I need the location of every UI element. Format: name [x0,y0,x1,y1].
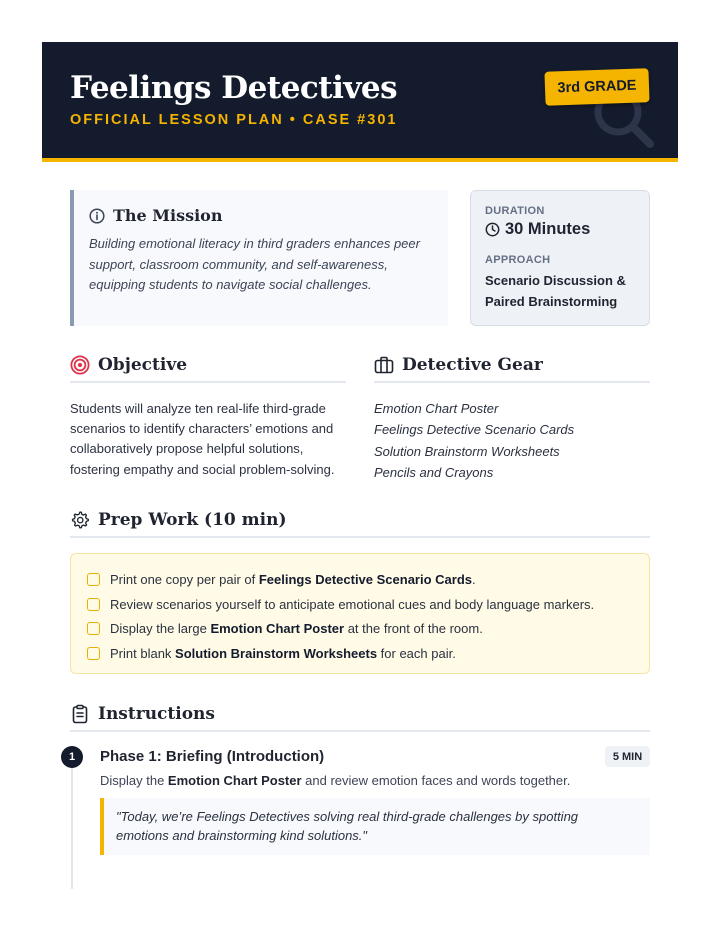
checklist-item-text: Print blank Solution Brainstorm Worksheets for each pair. [110,645,456,661]
duration-label: DURATION [485,205,545,217]
info-icon [89,208,105,224]
approach-value: Scenario Discussion & Paired Brainstorming [485,273,626,309]
checklist-item [87,641,649,666]
mission-heading: The Mission [113,206,223,225]
prep-section-header [70,510,650,538]
checklist-item [87,592,649,617]
checklist-item-text: Review scenarios yourself to anticipate emotional cues and body language markers. [110,596,595,612]
gear-heading: Detective Gear [402,355,543,375]
objective-text: Students will analyze ten real-life third-grade scenarios to identify characters’ emotions and collaboratively propose helpful solutions, fostering empathy and social problem-solving. [70,401,335,477]
step-time-badge: 5 MIN [605,746,650,767]
gear-list [374,398,574,483]
checkbox[interactable] [87,647,100,660]
checkbox[interactable] [87,622,100,635]
checkbox[interactable] [87,598,100,611]
gear-section-header [374,355,650,383]
clipboard-icon [70,704,90,724]
duration-row [485,220,635,239]
mission-heading-row [89,206,430,225]
target-icon [70,355,90,375]
list-item: Feelings Detective Scenario Cards [374,422,575,438]
prep-checklist [70,553,650,674]
list-item: Pencils and Crayons [374,464,494,480]
duration-value: 30 Minutes [505,220,591,238]
prep-heading: Prep Work (10 min) [98,510,287,530]
checkbox[interactable] [87,573,100,586]
mission-panel [70,190,448,326]
lesson-header [42,42,678,162]
clock-icon [485,222,500,237]
list-item: Emotion Chart Poster [374,401,499,416]
grade-badge: 3rd GRADE [544,68,649,106]
list-item: Solution Brainstorm Worksheets [374,443,560,459]
instructions-heading: Instructions [98,704,215,724]
instructions-section-header [70,704,650,732]
timeline-line [71,757,73,889]
gear-icon [70,510,90,530]
page-subtitle: OFFICIAL LESSON PLAN • CASE #301 [70,112,398,128]
checklist-item [87,567,649,592]
mission-text: Building emotional literacy in third graders enhances peer support, classroom community, and self-awareness, equipping students to navigate social challenges. [89,236,420,292]
step-description: Display the Emotion Chart Poster and review emotion faces and words together. [100,773,571,788]
approach-label: APPROACH [485,254,551,266]
lesson-info-card [470,190,650,326]
objective-heading: Objective [98,355,188,375]
checklist-item-text: Display the large Emotion Chart Poster at the front of the room. [110,621,483,637]
objective-section-header [70,355,346,383]
briefcase-icon [374,355,394,375]
step-title: Phase 1: Briefing (Introduction) [100,748,325,765]
page-title: Feelings Detectives [70,70,398,106]
step-number-badge: 1 [61,746,83,768]
step-quote: "Today, we’re Feelings Detectives solving real third-grade challenges by spotting emotions and brainstorming kind solutions." [100,798,650,855]
checklist-item [87,616,649,641]
checklist-item-text: Print one copy per pair of Feelings Detective Scenario Cards. [110,571,476,587]
